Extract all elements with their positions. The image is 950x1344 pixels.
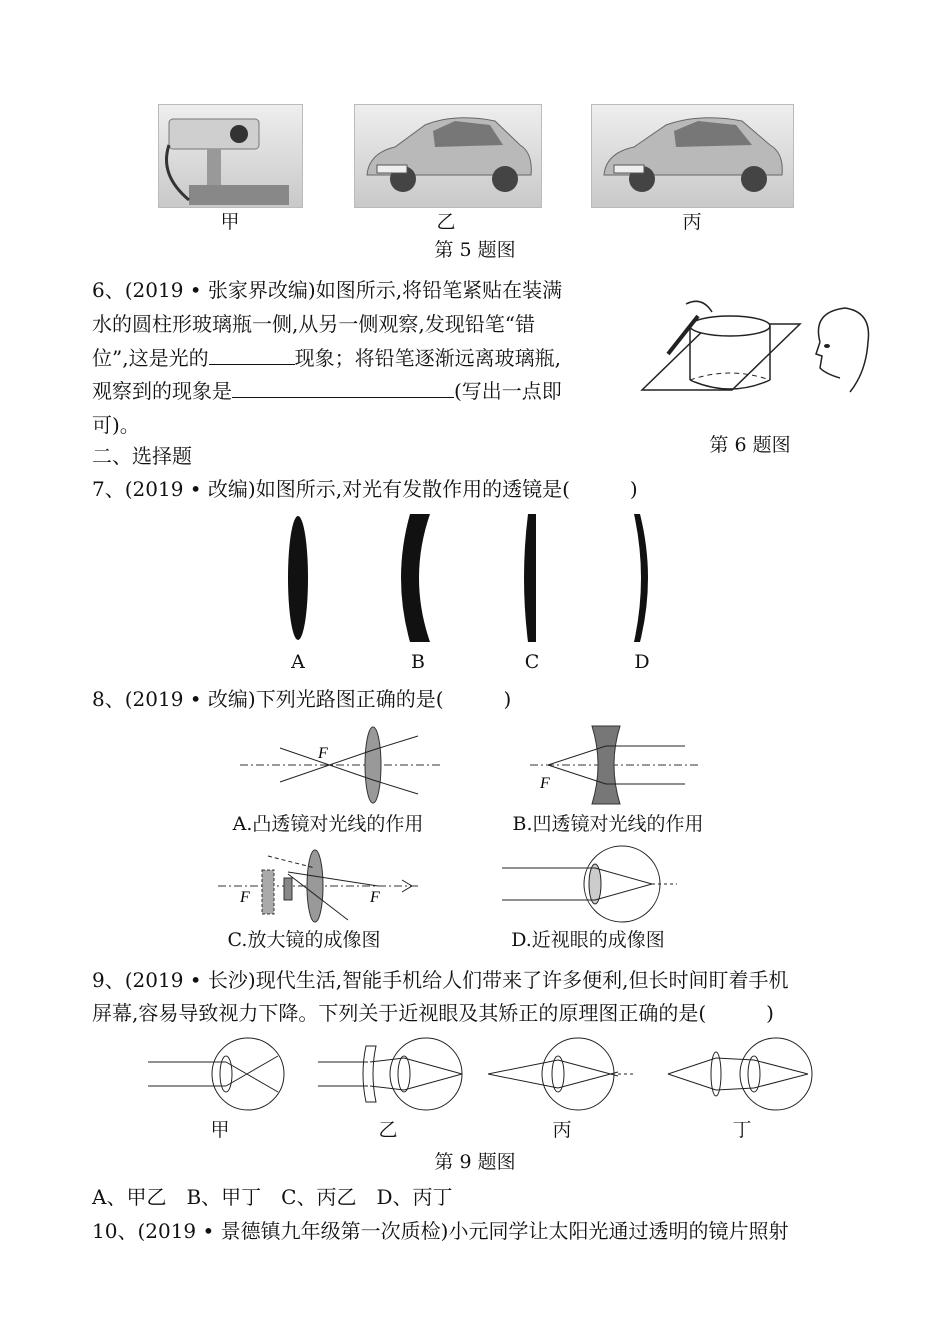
q6-line4 xyxy=(92,377,562,405)
q7-text: 7、(2019 • 改编)如图所示,对光有发散作用的透镜是( ) xyxy=(92,477,638,501)
q6-line2: 水的圆柱形玻璃瓶一侧,从另一侧观察,发现铅笔“错 xyxy=(92,312,535,336)
car-icon xyxy=(355,105,541,207)
q6-line3-end: 现象；将铅笔逐渐远离玻璃瓶, xyxy=(294,346,561,370)
q9-line2: 屏幕,容易导致视力下降。下列关于近视眼及其矫正的原理图正确的是( ) xyxy=(92,1001,774,1025)
focus-label: F xyxy=(318,745,328,762)
q6-line3-start: 位”,这是光的 xyxy=(92,346,209,370)
q7-option-c: C xyxy=(524,651,540,673)
surveillance-camera-icon xyxy=(159,105,302,207)
meniscus-lens-b xyxy=(401,514,430,642)
car-photo-yi xyxy=(354,104,542,208)
q6-line5: 可)。 xyxy=(92,413,140,437)
eye-diagram-yi xyxy=(318,1036,468,1116)
figure-caption-6: 第 6 题图 xyxy=(709,434,791,456)
planoconvex-lens-c xyxy=(524,514,536,642)
biconvex-lens-a xyxy=(288,516,308,640)
q10-line1: 10、(2019 • 景德镇九年级第一次质检)小元同学让太阳光通过透明的镜片照射 xyxy=(92,1219,789,1243)
pencil-bottle-figure xyxy=(640,282,872,404)
q6-line3 xyxy=(92,344,561,372)
curved-lens-d xyxy=(634,514,648,642)
section-heading: 二、选择题 xyxy=(92,444,192,468)
eye-diagram-jia xyxy=(148,1036,288,1116)
figure-caption-9: 第 9 题图 xyxy=(434,1151,516,1173)
photo-label-bing: 丙 xyxy=(682,211,702,233)
car-icon xyxy=(592,105,793,207)
eye-label-ding: 丁 xyxy=(732,1119,752,1141)
answer-blank-1[interactable] xyxy=(209,344,295,365)
q6-line1: 6、(2019 • 张家界改编)如图所示,将铅笔紧贴在装满 xyxy=(92,278,563,302)
focus-label: F xyxy=(240,889,250,906)
eye-label-bing: 丙 xyxy=(552,1119,572,1141)
q8-option-c: C.放大镜的成像图 xyxy=(227,929,381,951)
q7-lenses-figure xyxy=(280,512,680,644)
q8-option-a: A.凸透镜对光线的作用 xyxy=(232,813,424,835)
figure-caption-5: 第 5 题图 xyxy=(434,239,516,261)
q8-option-b: B.凹透镜对光线的作用 xyxy=(512,813,704,835)
q8-diagram-b xyxy=(530,726,700,806)
focus-label: F xyxy=(540,775,550,792)
q8-diagram-c xyxy=(218,850,418,926)
camera-photo xyxy=(158,104,303,208)
q7-option-a: A xyxy=(291,651,305,673)
q8-option-d: D.近视眼的成像图 xyxy=(511,929,665,951)
q9-line1: 9、(2019 • 长沙)现代生活,智能手机给人们带来了许多便利,但长时间盯着手机 xyxy=(92,968,789,992)
eye-diagram-bing xyxy=(488,1036,638,1116)
focus-label: F xyxy=(370,889,380,906)
eye-label-jia: 甲 xyxy=(210,1119,230,1141)
answer-blank-2[interactable] xyxy=(232,377,454,398)
q8-text: 8、(2019 • 改编)下列光路图正确的是( ) xyxy=(92,687,512,711)
eye-diagram-ding xyxy=(668,1036,818,1116)
q6-line4-start: 观察到的现象是 xyxy=(92,379,232,403)
q6-line4-end: (写出一点即 xyxy=(454,379,562,403)
q8-diagram-d xyxy=(502,846,682,926)
q7-option-d: D xyxy=(634,651,650,673)
q9-answer-options: A、甲乙 B、甲丁 C、丙乙 D、丙丁 xyxy=(92,1185,453,1209)
q7-option-b: B xyxy=(411,651,425,673)
car-photo-bing xyxy=(591,104,794,208)
eye-label-yi: 乙 xyxy=(378,1119,398,1141)
photo-label-jia: 甲 xyxy=(220,211,240,233)
photo-label-yi: 乙 xyxy=(436,211,456,233)
q8-diagram-a xyxy=(240,726,440,806)
